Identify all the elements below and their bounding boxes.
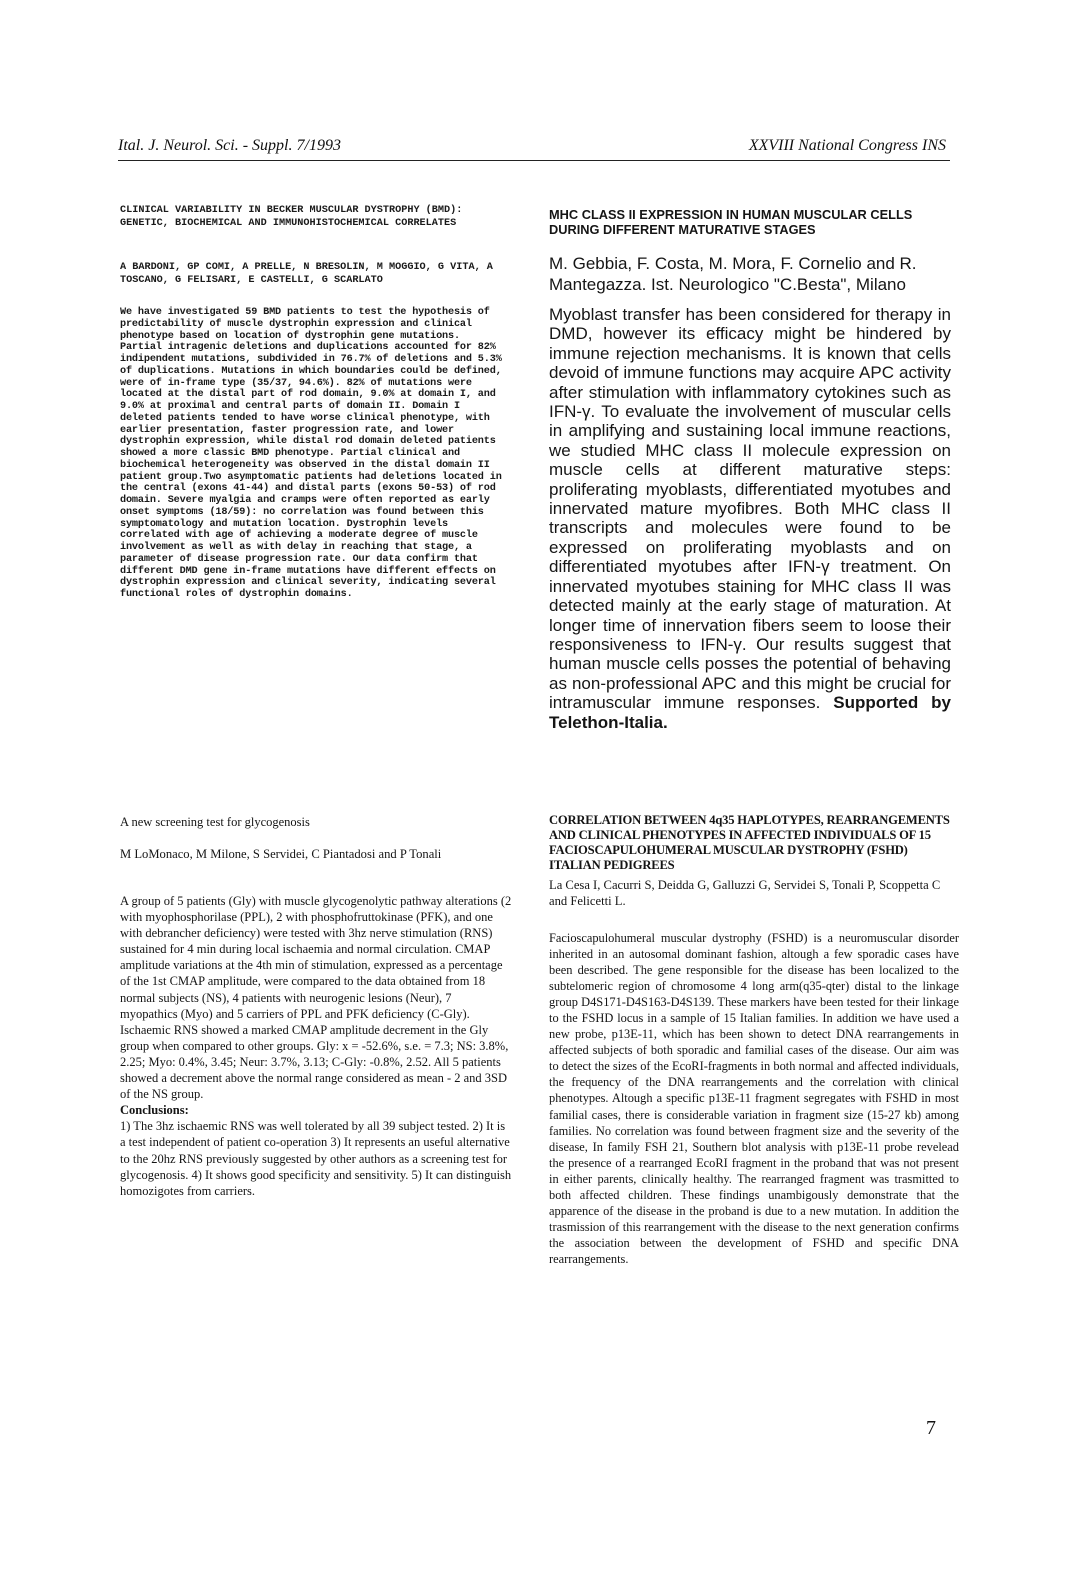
abstract4-body: Facioscapulohumeral muscular dystrophy (FSHD) is a neuromuscular disorder inherited in an autosomal dominant fashion, altough a few sporadic cases have been described. The gene responsible for the disease has been localized to the subtelomeric region of chromosome 4 long arm(q35-qter) distal to the linkage group D4S171-D4S163-D4S139. These markers have been tested for their linkage to the FSHD locus in a sample of 15 Italian families. In addition we have used a new probe, p13E-11, which has been shown to detect DNA rearrangements in affected subjects of both sporadic and familial cases of the disease. Our aim was to detect the sizes of the EcoRI-fragments in both normal and affected individuals, the frequency of the DNA rearrangements and the correlation with clinical phenotypes. Altough a specific p13E-11 fragment segregates with FSHD in most familial cases, there is considerable variation in fragment size (15-27 kb) among families. No correlation was found between fragment size and the severity of the disease, In family FSH 21, Southern blot analysis with p13E-11 probe revelead the presence of a rearranged EcoRI fragment in the proband that was not present in either parents, clinically healthy. The rearranged fragment was trasmitted to both affected children. These findings unambigously demonstrate that the apparence of the disease in the proband is due to a new mutation. In addition the trasmission of this rearrangement with the disease to the next generation confirms the association between the development of FSHD and specific DNA rearrangements. bbox=[549, 931, 959, 1266]
abstract2-body bbox=[549, 305, 951, 732]
abstract3-title: A new screening test for glycogenosis bbox=[120, 815, 310, 829]
abstract2-support: Supported by Telethon-Italia. bbox=[549, 693, 951, 732]
abstract4-title: CORRELATION BETWEEN 4q35 HAPLOTYPES, REARRANGEMENTS AND CLINICAL PHENOTYPES IN AFFECTED INDIVIDUALS OF 15 FACIOSCAPULOHUMERAL MUSCULAR DYSTROPHY (FSHD) ITALIAN PEDIGREES bbox=[549, 813, 950, 872]
abstract4-authors: La Cesa I, Cacurri S, Deidda G, Galluzzi G, Servidei S, Tonali P, Scoppetta C and Felicetti L. bbox=[549, 878, 941, 908]
abstract3-authors: M LoMonaco, M Milone, S Servidei, C Piantadosi and P Tonali bbox=[120, 847, 442, 861]
journal-citation: Ital. J. Neurol. Sci. - Suppl. 7/1993 bbox=[118, 137, 341, 154]
abstract3-conclusions: 1) The 3hz ischaemic RNS was well tolerated by all 39 subject tested. 2) It is a test independent of patient co-operation 3) It represents an useful alternative to the 20hz RNS previously suggested by other authors as a screening test for glycogenosis. 4) It shows good specificity and sensitivity. 5) It can distinguish homozigotes from carriers. bbox=[120, 1119, 512, 1198]
running-header bbox=[118, 137, 946, 157]
congress-name: XXVIII National Congress INS bbox=[748, 137, 946, 154]
header-rule bbox=[118, 160, 950, 161]
page-number: 7 bbox=[926, 1417, 936, 1439]
abstract1-authors: A BARDONI, GP COMI, A PRELLE, N BRESOLIN, M MOGGIO, G VITA, A TOSCANO, G FELISARI, E CASTELLI, G SCARLATO bbox=[120, 262, 493, 286]
abstract3-text: A group of 5 patients (Gly) with muscle glycogenolytic pathway alterations (2 with myophosphorilase (PPL), 2 with phosphofruttokinase (PFK), and one with debrancher deficiency) were tested with 3hz nerve stimulation (RNS) sustained for 4 min during local ischaemia and normal circulation. CMAP amplitude variations at the 4th min of stimulation, expressed as a percentage of the 1st CMAP amplitude, were compared to the data obtained from 18 normal subjects (NS), 4 patients with neurogenic lesions (Neur), 7 myopathics (Myo) and 5 carriers of PPL and PFK deficiency (C-Gly). Ischaemic RNS showed a marked CMAP amplitude decrement in the Gly group when compared to other groups. Gly: x = -52.6%, s.e. = 7.3; NS: 3.8%, 2.25; Myo: 0.4%, 3.45; Neur: 3.7%, 3.13; C-Gly: -0.8%, 2.52. All 5 patients showed a decrement above the normal range considered as mean - 2 and 3SD of the NS group. bbox=[120, 894, 512, 1102]
abstract3-conclusions-label: Conclusions: bbox=[120, 1103, 189, 1118]
abstract1-title: CLINICAL VARIABILITY IN BECKER MUSCULAR DYSTROPHY (BMD): GENETIC, BIOCHEMICAL AND IMMUNOHISTOCHEMICAL CORRELATES bbox=[120, 205, 463, 229]
abstract3-body bbox=[120, 893, 512, 1199]
abstract2-text: Myoblast transfer has been considered for therapy in DMD, however its efficacy might be hindered by immune rejection mechanisms. It is known that cells devoid of immune functions may acquire APC activity after stimulation with inflammatory cytokines such as IFN-γ. To evaluate the involvement of muscular cells in amplifying and sustaining local immune reactions, we studied MHC class II molecule expression on muscle cells at different maturative steps: proliferating myoblasts, differentiated myotubes and innervated mature myofibres. Both MHC class II transcripts and molecules were found to be expressed on proliferating myoblasts and on differentiated myotubes after IFN-γ treatment. On innervated myotubes staining for MHC class II was detected mainly at the early stage of maturation. At longer time of innervation fibers seem to loose their responsiveness to IFN-γ. Our results suggest that human muscle cells posses the potential of behaving as non-professional APC and this might be crucial for intramuscular immune responses. bbox=[549, 305, 951, 713]
abstract1-body: We have investigated 59 BMD patients to test the hypothesis of predictability of muscle dystrophin expression and clinical phenotype based on location of dystrophin gene mutations. Partial intragenic deletions and duplications accounted for 82% indipendent mutations, subdivided in 76.7% of deletions and 5.3% of duplications. Mutations in which boundaries could be defined, were of in-frame type (35/37, 94.6%). 82% of mutations were located at the distal part of rod domain, 9.0% at domain I, and 9.0% at proximal and central parts of domain II. Domain I deleted patients tended to have worse clinical phenotype, with earlier presentation, faster progression rate, and lower dystrophin expression, while distal rod domain deleted patients showed a more classic BMD phenotype. Partial clinical and biochemical heterogeneity was observed in the distal domain II patient group.Two asymptomatic patients had deletions located in the central (exons 41-44) and distal parts (exons 50-53) of rod domain. Severe myalgia and cramps were often reported as early onset symptoms (18/59): no correlation was found between this symptomatology and mutation location. Dystrophin levels correlated with age of achieving a moderate degree of muscle involvement as well as with delay in reaching that stage, a parameter of disease progression rate. Our data confirm that different DMD gene in-frame mutations have different effects on dystrophin expression and clinical severity, indicating several functional roles of dystrophin domains. bbox=[120, 307, 502, 600]
abstract2-authors: M. Gebbia, F. Costa, M. Mora, F. Cornelio and R. Mantegazza. Ist. Neurologico "C.Besta", Milano bbox=[549, 254, 917, 294]
abstract2-title: MHC CLASS II EXPRESSION IN HUMAN MUSCULAR CELLS DURING DIFFERENT MATURATIVE STAGES bbox=[549, 207, 913, 237]
